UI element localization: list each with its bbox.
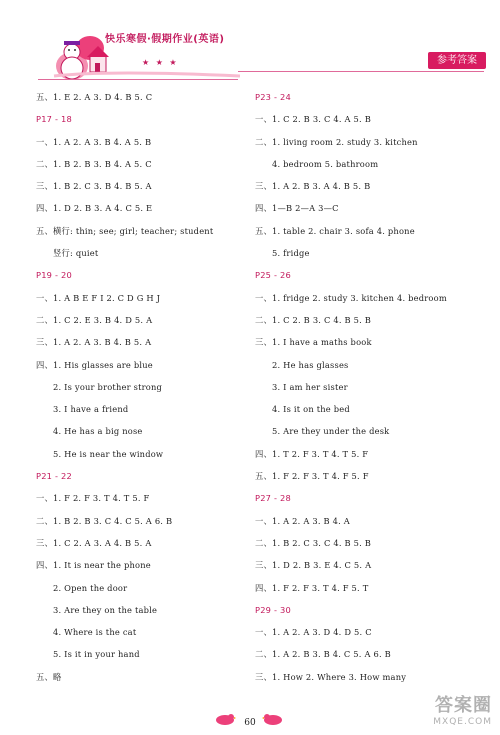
answer-line: 二、1. C 2. E 3. B 4. D 5. A (36, 314, 153, 325)
answer-line: 2. Is your brother strong (53, 381, 163, 392)
answer-line: 一、1. A 2. A 3. D 4. D 5. C (255, 627, 372, 638)
answer-key-badge: 参考答案 (428, 52, 486, 69)
page-number: 60 (244, 718, 256, 728)
answer-line: 3. I am her sister (272, 381, 348, 392)
answer-line: 5. Is it in your hand (53, 649, 140, 660)
answer-line: 三、1. I have a maths book (255, 337, 372, 348)
section-heading: P21 - 22 (36, 471, 72, 482)
answer-line: 五、略 (36, 671, 62, 682)
answer-line: 2. He has glasses (272, 359, 349, 370)
answer-line: 四、1. T 2. F 3. T 4. T 5. F (255, 448, 369, 459)
answer-line: 五、1. table 2. chair 3. sofa 4. phone (255, 225, 415, 236)
watermark-line1: 答案圈 (435, 695, 492, 716)
answer-line: 一、1. F 2. F 3. T 4. T 5. F (36, 493, 150, 504)
answer-line: 三、1. B 2. C 3. B 4. B 5. A (36, 181, 152, 192)
answer-line: 四、1. D 2. B 3. A 4. C 5. E (36, 203, 153, 214)
answer-line: 四、1. F 2. F 3. T 4. F 5. T (255, 582, 369, 593)
watermark (412, 691, 492, 729)
answer-line: 四、1. It is near the phone (36, 560, 151, 571)
answer-line: 二、1. C 2. B 3. C 4. B 5. B (255, 314, 372, 325)
answer-line: 3. I have a friend (53, 404, 129, 415)
answer-line: 3. Are they on the table (53, 604, 158, 615)
answer-line: 一、1. fridge 2. study 3. kitchen 4. bedroom (255, 292, 447, 303)
answer-line: 四、1—B 2—A 3—C (255, 203, 339, 214)
decorative-stars-icon: ★ ★ ★ (142, 58, 179, 67)
header-divider-right (238, 71, 484, 72)
answer-line: 三、1. D 2. B 3. E 4. C 5. A (255, 560, 372, 571)
answer-line: 二、1. B 2. B 3. B 4. A 5. C (36, 158, 152, 169)
right-answer-column (255, 86, 455, 688)
answer-line: 5. Are they under the desk (272, 426, 390, 437)
answer-line: 一、1. C 2. B 3. C 4. A 5. B (255, 114, 371, 125)
section-heading: P23 - 24 (255, 92, 291, 102)
answer-line: 5. He is near the window (53, 448, 164, 459)
watermark-line2: MXQE.COM (433, 717, 492, 727)
answer-line: 5. fridge (272, 248, 310, 259)
answer-line: 五、1. F 2. F 3. T 4. F 5. F (255, 471, 369, 482)
answer-line: 二、1. living room 2. study 3. kitchen (255, 136, 418, 147)
answer-line: 二、1. B 2. C 3. C 4. B 5. B (255, 537, 372, 548)
header-divider-left (38, 79, 238, 80)
header-title: 快乐寒假·假期作业(英语) (105, 34, 225, 45)
answer-line: 三、1. A 2. B 3. A 4. B 5. B (255, 181, 371, 192)
answer-line: 五、横行: thin; see; girl; teacher; student (36, 225, 214, 236)
section-heading: P19 - 20 (36, 270, 72, 281)
answer-line: 三、1. How 2. Where 3. How many (255, 671, 407, 682)
answer-line: 2. Open the door (53, 582, 128, 593)
page-header (0, 0, 500, 86)
answer-line: 4. Where is the cat (53, 627, 137, 638)
answer-line: 五、1. E 2. A 3. D 4. B 5. C (36, 92, 153, 102)
answer-line: 二、1. A 2. B 3. B 4. C 5. A 6. B (255, 649, 391, 660)
section-heading: P25 - 26 (255, 270, 291, 281)
answer-line: 4. He has a big nose (53, 426, 143, 437)
answer-line: 二、1. B 2. B 3. C 4. C 5. A 6. B (36, 515, 173, 526)
left-answer-column (36, 86, 236, 688)
section-heading: P29 - 30 (255, 604, 291, 615)
answer-line: 三、1. A 2. A 3. B 4. B 5. A (36, 337, 152, 348)
answer-line: 四、1. His glasses are blue (36, 359, 153, 370)
answer-line: 4. Is it on the bed (272, 404, 350, 415)
answer-line: 一、1. A 2. A 3. B 4. A (255, 515, 350, 526)
bird-right-icon (262, 712, 284, 726)
answer-line: 竖行: quiet (53, 248, 99, 259)
section-heading: P27 - 28 (255, 493, 291, 504)
answer-line: 三、1. C 2. A 3. A 4. B 5. A (36, 537, 152, 548)
answer-line: 一、1. A 2. A 3. B 4. A 5. B (36, 136, 152, 147)
section-heading: P17 - 18 (36, 114, 72, 125)
answer-line: 4. bedroom 5. bathroom (272, 158, 379, 169)
answer-line: 一、1. A B E F I 2. C D G H J (36, 292, 161, 303)
